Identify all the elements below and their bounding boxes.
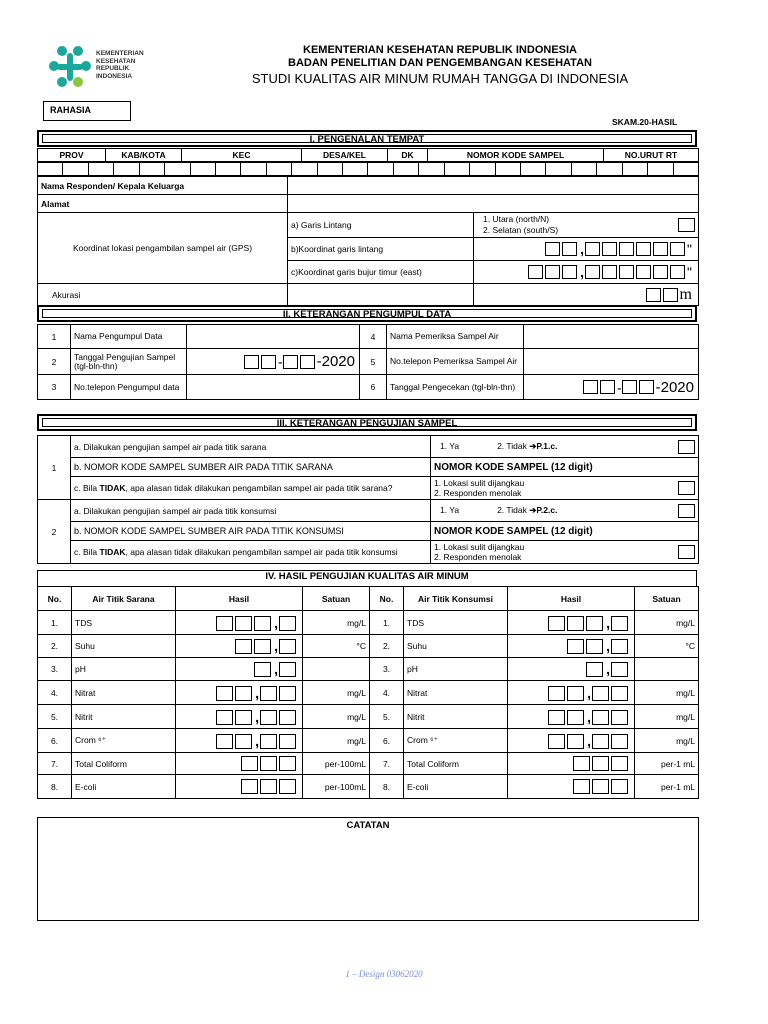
- location-digit-boxes: [37, 162, 699, 176]
- tanggal-pengecekan-label: Tanggal Pengecekan (tgl-bln-thn): [387, 375, 524, 400]
- section2-title: II. KETERANGAN PENGUMPUL DATA: [42, 309, 692, 318]
- g1-b-label: b. NOMOR KODE SAMPEL SUMBER AIR PADA TITIK SARANA: [71, 458, 431, 477]
- digit-cell[interactable]: [571, 163, 596, 176]
- responden-label: Nama Responden/ Kepala Keluarga: [38, 177, 288, 195]
- result-row: 4. Nitrat , mg/L 4. Nitrat , mg/L: [38, 681, 699, 705]
- col-kabkota: KAB/KOTA: [106, 149, 182, 162]
- digit-cell[interactable]: [139, 163, 164, 176]
- collector-table: 1 Nama Pengumpul Data 4 Nama Pemeriksa Sampel Air 2 Tanggal Pengujian Sampel (tgl-bln-thn) - -2020 5 No.telepon Pemeriksa Sampel Air 3 No.telepon Pengumpul data 6 Tanggal Pengecekan (tgl-bln-thn) - -2020: [37, 324, 699, 400]
- digit-cell[interactable]: [470, 163, 495, 176]
- col-desakel: DESA/KEL: [302, 149, 388, 162]
- result-boxes[interactable]: [176, 753, 303, 775]
- akurasi-label: Akurasi: [38, 284, 288, 306]
- location-code-table: [37, 148, 699, 162]
- digit-cell[interactable]: [292, 163, 317, 176]
- result-boxes[interactable]: [508, 753, 635, 775]
- lintang-checkbox[interactable]: [678, 218, 695, 232]
- telepon-pengumpul-label: No.telepon Pengumpul data: [71, 375, 187, 400]
- koordinat-label: Koordinat lokasi pengambilan sampel air (GPS): [38, 213, 288, 284]
- digit-cell[interactable]: [546, 163, 571, 176]
- section3-title: III. KETERANGAN PENGUJIAN SAMPEL: [42, 418, 692, 427]
- nama-pengumpul-input[interactable]: [187, 325, 360, 349]
- g2-a-label: a. Dilakukan pengujian sampel air pada titik konsumsi: [71, 500, 431, 522]
- result-boxes[interactable]: ,: [508, 611, 635, 635]
- g2-a-checkbox[interactable]: [678, 504, 695, 518]
- result-row: 5. Nitrit , mg/L 5. Nitrit , mg/L: [38, 705, 699, 729]
- koord-lintang-label: b)Koordinat garis lintang: [288, 238, 474, 261]
- header-line2: BADAN PENELITIAN DAN PENGEMBANGAN KESEHATAN: [288, 57, 592, 69]
- col-dk: DK: [388, 149, 428, 162]
- digit-cell[interactable]: [190, 163, 215, 176]
- alamat-label: Alamat: [38, 195, 288, 213]
- result-boxes[interactable]: ,: [508, 658, 635, 681]
- digit-cell[interactable]: [648, 163, 673, 176]
- result-row: 7. Total Coliform per-100mL 7. Total Coliform per-1 mL: [38, 753, 699, 775]
- kemenkes-logo-icon: [48, 44, 92, 90]
- responden-input[interactable]: [288, 177, 699, 195]
- g2-b-label: b. NOMOR KODE SAMPEL SUMBER AIR PADA TITIK KONSUMSI: [71, 522, 431, 541]
- header-line3: STUDI KUALITAS AIR MINUM RUMAH TANGGA DI INDONESIA: [251, 71, 629, 86]
- result-row: 3. pH , 3. pH ,: [38, 658, 699, 681]
- result-boxes[interactable]: ,: [176, 705, 303, 729]
- g1-c-checkbox[interactable]: [678, 481, 695, 495]
- telepon-pengumpul-input[interactable]: [187, 375, 360, 400]
- digit-cell[interactable]: [673, 163, 698, 176]
- result-boxes[interactable]: ,: [508, 635, 635, 658]
- telepon-pemeriksa-label: No.telepon Pemeriksa Sampel Air: [387, 349, 524, 375]
- result-boxes[interactable]: [176, 775, 303, 799]
- selatan-option: 2. Selatan (south/S): [483, 225, 559, 235]
- nama-pemeriksa-input[interactable]: [524, 325, 699, 349]
- gps-table: [37, 212, 699, 306]
- digit-cell[interactable]: [63, 163, 88, 176]
- col-kode-sampel: NOMOR KODE SAMPEL: [428, 149, 604, 162]
- sample-test-table: 1 a. Dilakukan pengujian sampel air pada titik sarana 1. Ya 2. Tidak ➔P.1.c. b. NOMOR KODE SAMPEL SUMBER AIR PADA TITIK SARANA NOMOR KODE SAMPEL (12 digit) c. Bila TIDAK, apa alasan tidak dilakukan pengambilan sampel air pada titik sarana? 1. Lokasi sulit dijangkau 2. Responden menolak 2 a. Dilakukan pengujian sampel air pada titik konsumsi 1. Ya 2. Tidak ➔P.2.c. b. NOMOR KODE SAMPEL SUMBER AIR PADA TITIK KONSUMSI NOMOR KODE SAMPEL (12 digit) c. Bila TIDAK, apa alasan tidak dilakukan pengambilan sampel air pada titik konsumsi 1. Lokasi sulit dijangkau 2. Responden menolak: [37, 435, 699, 564]
- catatan-label: CATATAN: [346, 820, 390, 831]
- result-boxes[interactable]: ,: [176, 729, 303, 753]
- section3-title-bar: [37, 414, 697, 431]
- digit-cell[interactable]: [521, 163, 546, 176]
- g2-kode-label: NOMOR KODE SAMPEL (12 digit): [431, 522, 699, 541]
- g1-a-checkbox[interactable]: [678, 440, 695, 454]
- telepon-pemeriksa-input[interactable]: [524, 349, 699, 375]
- lintang-boxes[interactable]: , ": [474, 238, 699, 261]
- respondent-table: [37, 176, 699, 213]
- logo-text: KEMENTERIAN KESEHATAN REPUBLIK INDONESIA: [96, 50, 144, 80]
- result-row: 8. E-coli per-100mL 8. E-coli per-1 mL: [38, 775, 699, 799]
- digit-cell[interactable]: [38, 163, 63, 176]
- digit-cell[interactable]: [495, 163, 520, 176]
- nama-pemeriksa-label: Nama Pemeriksa Sampel Air: [387, 325, 524, 349]
- digit-cell[interactable]: [317, 163, 342, 176]
- digit-cell[interactable]: [419, 163, 444, 176]
- digit-cell[interactable]: [241, 163, 266, 176]
- section4-title: IV. HASIL PENGUJIAN KUALITAS AIR MINUM: [265, 571, 469, 582]
- digit-cell[interactable]: [215, 163, 240, 176]
- col-prov: PROV: [38, 149, 106, 162]
- result-boxes[interactable]: ,: [176, 635, 303, 658]
- g1-a-label: a. Dilakukan pengujian sampel air pada titik sarana: [71, 436, 431, 458]
- rahasia-box: RAHASIA: [43, 101, 131, 121]
- results-table: No. Air Titik Sarana Hasil Satuan No. Air Titik Konsumsi Hasil Satuan 1. TDS , mg/L 1. TDS , mg/L 2. Suhu , °C 2. Suhu , °C 3. pH , 3. pH , 4. Nitrat , mg/L 4. Nitrat , mg/L 5. Nitrit , mg/L 5. Nitrit , mg/L 6. Crom ⁶⁺ , mg/L 6. Crom ⁶⁺ , mg/L 7. Total Coliform per-100mL 7. Total Coliform per-1 mL 8. E-coli per-100mL 8. E-coli per-1 mL: [37, 586, 699, 799]
- result-row: 6. Crom ⁶⁺ , mg/L 6. Crom ⁶⁺ , mg/L: [38, 729, 699, 753]
- digit-cell[interactable]: [266, 163, 291, 176]
- result-row: 2. Suhu , °C 2. Suhu , °C: [38, 635, 699, 658]
- akurasi-spacer: [288, 284, 474, 306]
- result-row: 1. TDS , mg/L 1. TDS , mg/L: [38, 611, 699, 635]
- digit-cell[interactable]: [165, 163, 190, 176]
- catatan-box[interactable]: [37, 817, 699, 921]
- section2-title-bar: [37, 305, 697, 322]
- result-boxes[interactable]: ,: [508, 681, 635, 705]
- tanggal-pengujian-boxes[interactable]: - -2020: [187, 349, 360, 375]
- akurasi-boxes[interactable]: m: [474, 284, 699, 306]
- garis-lintang-label: a) Garis Lintang: [288, 213, 474, 238]
- col-nourut-rt: NO.URUT RT: [604, 149, 699, 162]
- result-boxes[interactable]: ,: [176, 681, 303, 705]
- digit-cell[interactable]: [88, 163, 113, 176]
- g1-kode-label: NOMOR KODE SAMPEL (12 digit): [431, 458, 699, 477]
- section1-title: I. PENGENALAN TEMPAT: [42, 134, 692, 143]
- g1-c-label: c. Bila TIDAK, apa alasan tidak dilakukan pengambilan sampel air pada titik sarana?: [71, 477, 431, 500]
- tanggal-pengujian-label: Tanggal Pengujian Sampel (tgl-bln-thn): [71, 349, 187, 375]
- section4-title-bar: [37, 570, 697, 587]
- result-boxes[interactable]: ,: [176, 611, 303, 635]
- tanggal-pengecekan-boxes[interactable]: - -2020: [524, 375, 699, 400]
- alamat-input[interactable]: [288, 195, 699, 213]
- form-code: SKAM.20-HASIL: [612, 117, 678, 127]
- section1-title-bar: [37, 130, 697, 147]
- digit-cell[interactable]: [343, 163, 368, 176]
- digit-cell[interactable]: [597, 163, 622, 176]
- result-boxes[interactable]: ,: [508, 705, 635, 729]
- g2-c-label: c. Bila TIDAK, apa alasan tidak dilakukan pengambilan sampel air pada titik konsumsi: [71, 541, 431, 564]
- col-kec: KEC: [182, 149, 302, 162]
- digit-cell[interactable]: [114, 163, 139, 176]
- footer: 1 – Design 03062020: [345, 969, 423, 979]
- result-boxes[interactable]: [508, 775, 635, 799]
- g2-c-checkbox[interactable]: [678, 545, 695, 559]
- result-boxes[interactable]: ,: [508, 729, 635, 753]
- result-boxes[interactable]: ,: [176, 658, 303, 681]
- koord-bujur-label: c)Koordinat garis bujur timur (east): [288, 261, 474, 284]
- digit-cell[interactable]: [444, 163, 469, 176]
- nama-pengumpul-label: Nama Pengumpul Data: [71, 325, 187, 349]
- digit-cell[interactable]: [622, 163, 647, 176]
- digit-cell[interactable]: [393, 163, 418, 176]
- digit-cell[interactable]: [368, 163, 393, 176]
- header-line1: KEMENTERIAN KESEHATAN REPUBLIK INDONESIA: [303, 44, 577, 56]
- utara-option: 1. Utara (north/N): [483, 214, 550, 224]
- bujur-boxes[interactable]: , ": [474, 261, 699, 284]
